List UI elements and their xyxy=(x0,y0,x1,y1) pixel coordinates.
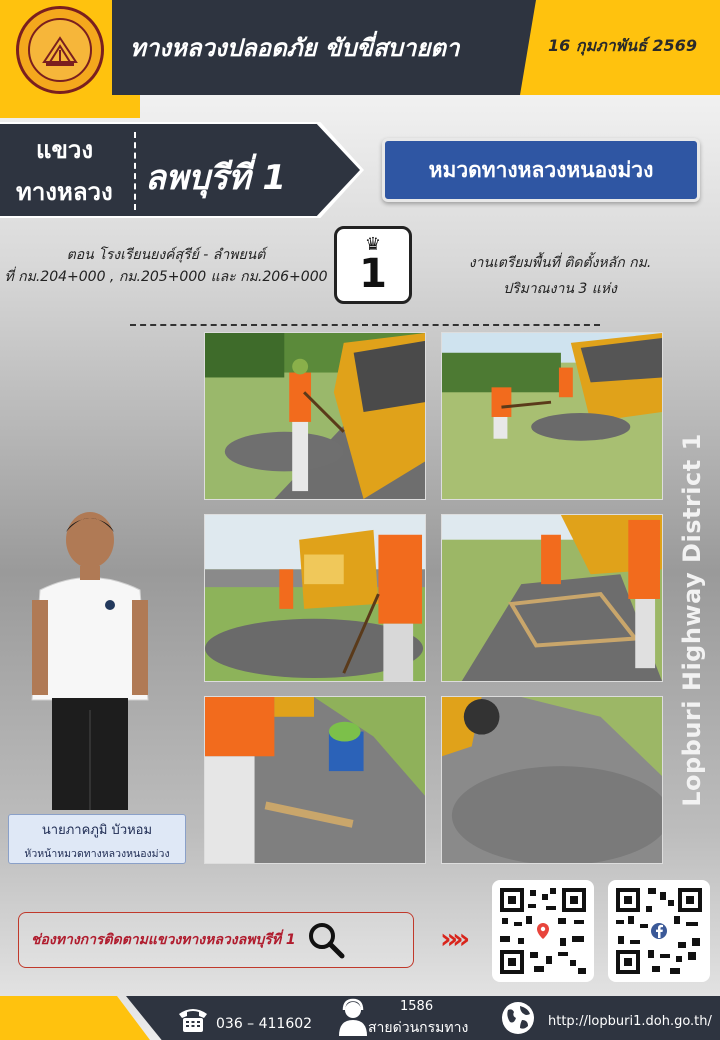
footer-website-link[interactable]: http://lopburi1.doh.go.th/ xyxy=(548,1014,712,1029)
hotline-agent-icon xyxy=(336,998,370,1036)
work-photo-2 xyxy=(441,332,663,500)
vertical-district-label xyxy=(672,420,712,820)
search-icon xyxy=(304,918,348,962)
work-quantity: ปริมาณงาน 3 แห่ง xyxy=(503,281,617,297)
district-divider xyxy=(134,132,136,210)
section-badge: หมวดทางหลวงหนองม่วง xyxy=(382,138,700,202)
hotline-number[interactable]: 1586 xyxy=(400,999,434,1014)
person-name-card xyxy=(8,814,186,864)
work-photo-5 xyxy=(204,696,426,864)
follow-channel-label: ช่องทางการติดตามแขวงทางหลวงลพบุรีที่ 1 xyxy=(31,932,296,948)
dashed-divider xyxy=(130,324,600,326)
project-km: ที่ กม.204+000 , กม.205+000 และ กม.206+000 xyxy=(4,269,328,285)
project-location xyxy=(0,244,332,288)
globe-icon xyxy=(500,1000,536,1036)
work-photo-6 xyxy=(441,696,663,864)
section-chief-photo xyxy=(20,510,160,815)
work-photo-3 xyxy=(204,514,426,682)
route-number-sign xyxy=(334,226,412,304)
hotline-label: สายด่วนกรมทาง xyxy=(368,1020,469,1036)
header-date: 16 กุมภาพันธ์ 2569 xyxy=(548,36,697,55)
qr-map-icon xyxy=(498,886,588,976)
work-photo-1 xyxy=(204,332,426,500)
person-name: นายภาคภูมิ บัวหอม xyxy=(41,823,153,838)
route-number: 1 xyxy=(359,251,387,297)
telephone-icon xyxy=(176,1004,210,1034)
footer-yellow-block xyxy=(0,996,150,1040)
work-description: งานเตรียมพื้นที่ ติดตั้งหลัก กม. xyxy=(468,255,652,271)
district-prefix-line1: แขวง xyxy=(36,136,94,164)
header-slogan: ทางหลวงปลอดภัย ขับขี่สบายตา xyxy=(130,34,460,62)
qr-code-facebook[interactable] xyxy=(608,880,710,982)
garuda-icon: ♛ xyxy=(364,234,382,255)
project-segment: ตอน โรงเรียนยงค์สุรีย์ - ลำพยนต์ xyxy=(66,247,266,263)
work-photo-4 xyxy=(441,514,663,682)
footer-phone[interactable]: 036 – 411602 xyxy=(216,1016,313,1032)
vertical-district-text: Lopburi Highway District 1 xyxy=(678,433,706,807)
person-title: หัวหน้าหมวดทางหลวงหนองม่วง xyxy=(24,848,170,860)
arrow-chevrons-icon: »» xyxy=(440,922,465,955)
department-logo xyxy=(16,6,104,94)
qr-facebook-icon xyxy=(614,886,704,976)
district-name: ลพบุรีที่ 1 xyxy=(145,158,286,198)
project-work xyxy=(420,250,700,302)
logo-seal-icon xyxy=(28,18,92,82)
qr-code-map[interactable] xyxy=(492,880,594,982)
follow-channel-box[interactable] xyxy=(18,912,414,968)
district-prefix-line2: ทางหลวง xyxy=(16,178,113,206)
